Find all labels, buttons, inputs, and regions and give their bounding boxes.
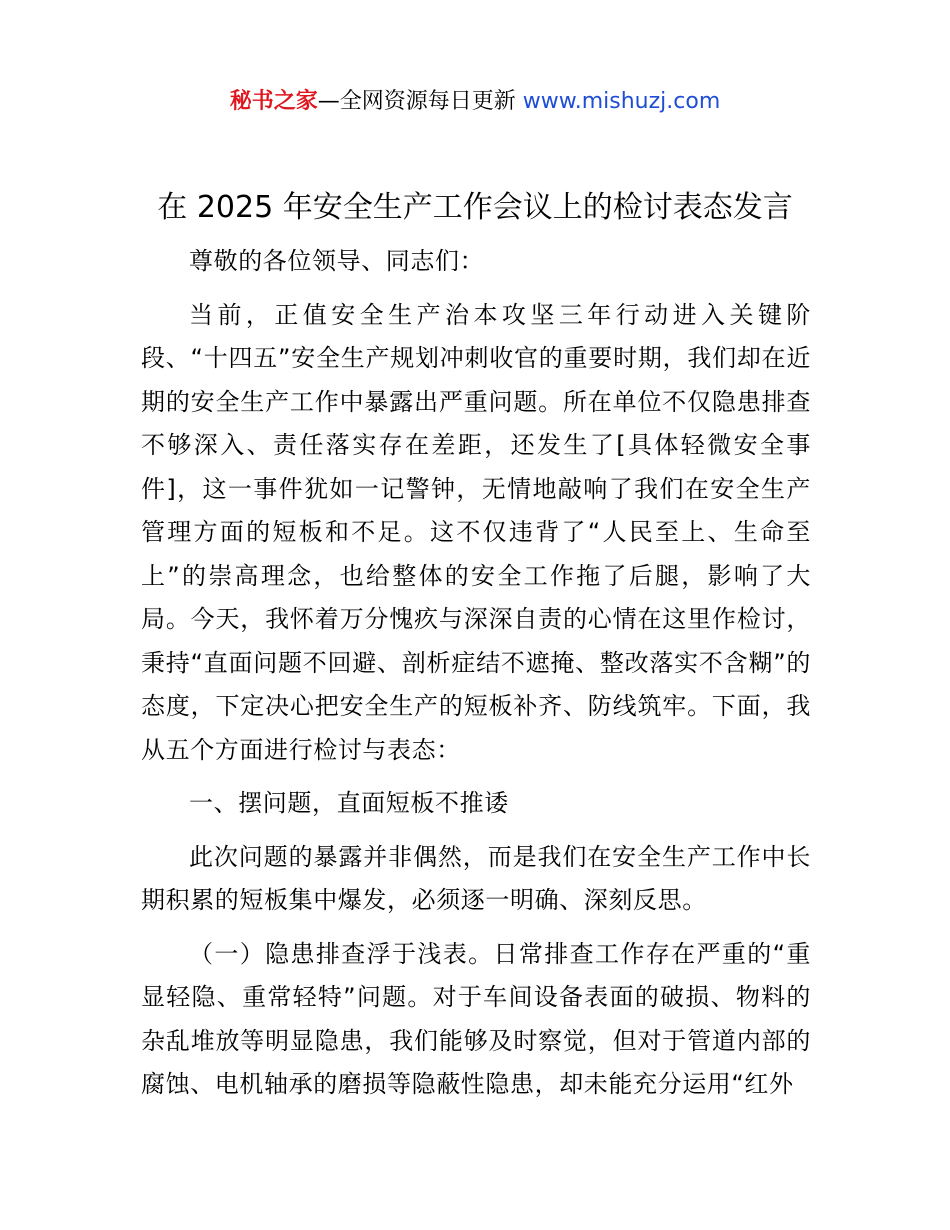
paragraph-intro: 当前，正值安全生产治本攻坚三年行动进入关键阶段、“十四五”安全生产规划冲刺收官的重要时期，我们却在近期的安全生产工作中暴露出严重问题。所在单位不仅隐患排查不够深入、责任落实存在差距，还发生了[具体轻微安全事件]，这一事件犹如一记警钟，无情地敲响了我们在安全生产管理方面的短板和不足。这不仅违背了“人民至上、生命至上”的崇高理念，也给整体的安全工作拖了后腿，影响了大局。今天，我怀着万分愧疚与深深自责的心情在这里作检讨，秉持“直面问题不回避、剖析症结不遮掩、整改落实不含糊”的态度，下定决心把安全生产的短板补齐、防线筑牢。下面，我从五个方面进行检讨与表态： <box>141 300 811 764</box>
site-header <box>0 84 950 120</box>
section-heading-1: 一、摆问题，直面短板不推诿 <box>189 789 509 817</box>
document-body <box>141 240 811 1107</box>
site-url-link[interactable]: www.mishuzj.com <box>522 89 721 114</box>
salutation: 尊敬的各位领导、同志们： <box>189 247 485 275</box>
header-tagline: —全网资源每日更新 <box>317 89 523 114</box>
brand-name: 秘书之家 <box>229 89 318 114</box>
paragraph-subsection-1: （一）隐患排查浮于浅表。日常排查工作存在严重的“重显轻隐、重常轻特”问题。对于车间设备表面的破损、物料的杂乱堆放等明显隐患，我们能够及时察觉，但对于管道内部的腐蚀、电机轴承的磨损等隐蔽性隐患，却未能充分运用“红外 <box>141 939 811 1098</box>
paragraph-section-1: 此次问题的暴露并非偶然，而是我们在安全生产工作中长期积累的短板集中爆发，必须逐一明确、深刻反思。 <box>141 842 811 914</box>
document-title: 在 2025 年安全生产工作会议上的检讨表态发言 <box>157 190 793 225</box>
